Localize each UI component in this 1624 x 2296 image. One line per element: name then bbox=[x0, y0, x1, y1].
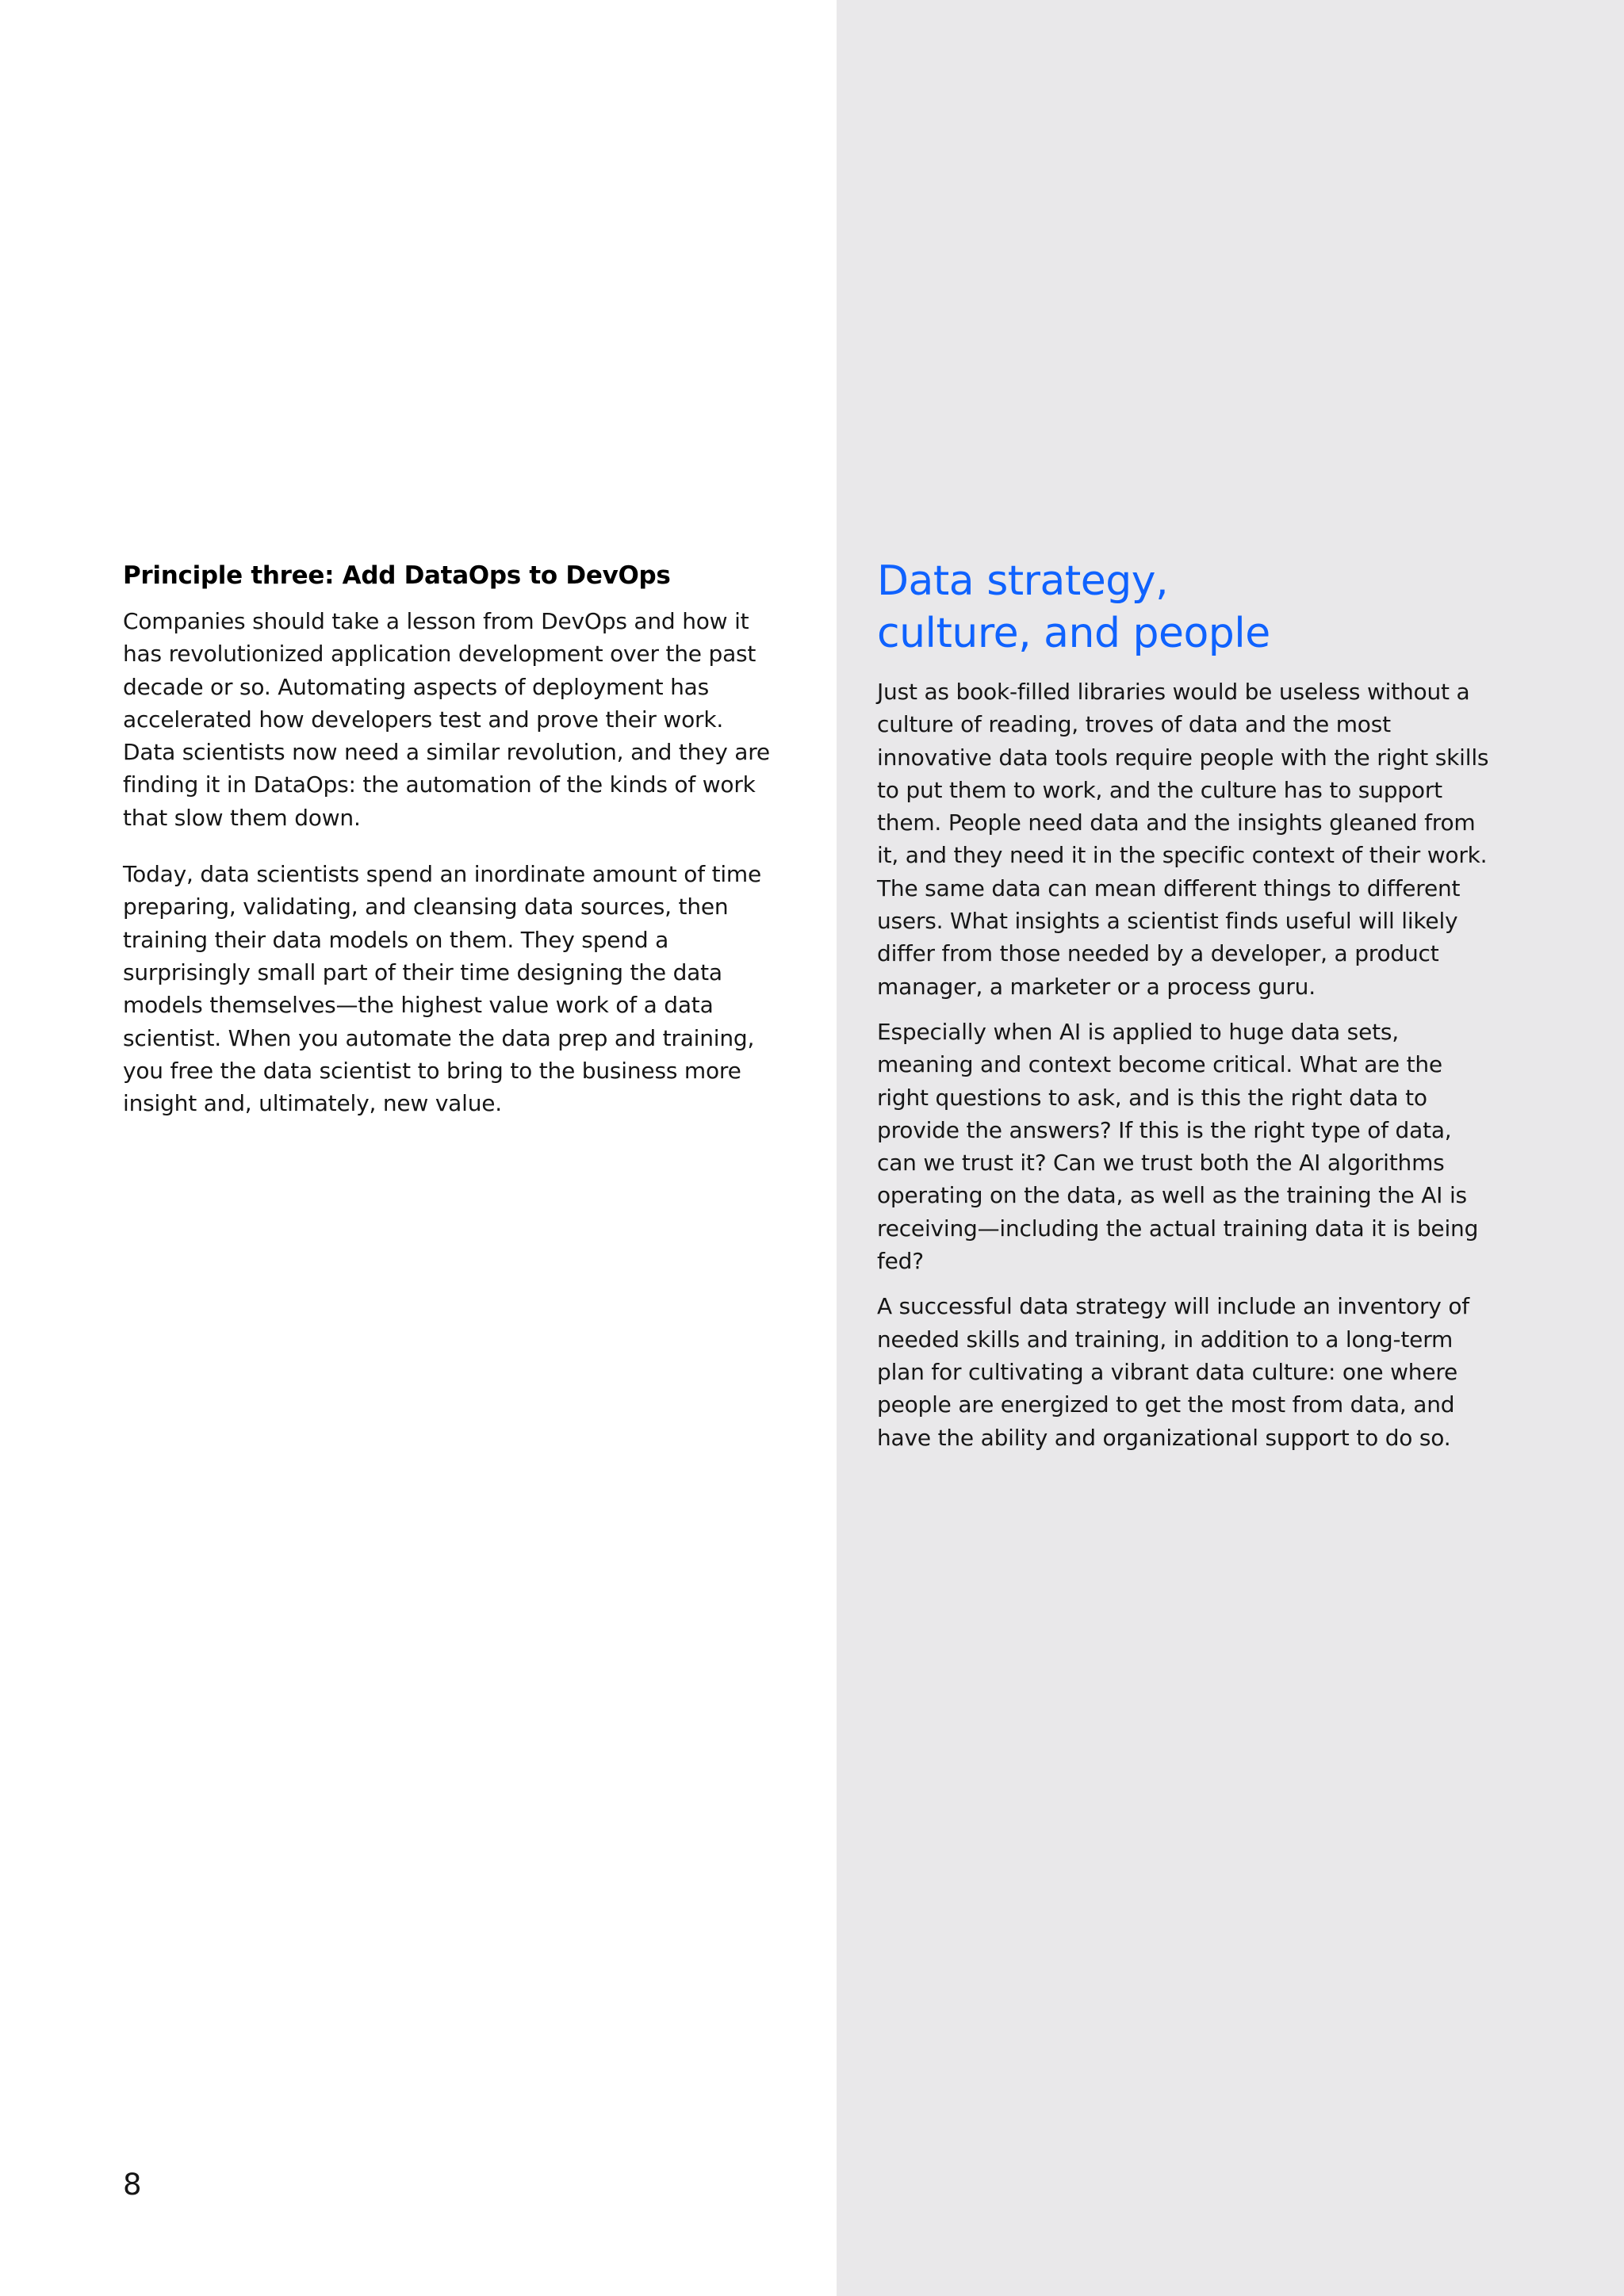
right-column bbox=[877, 555, 1496, 1454]
section-title-line-1: Data strategy, bbox=[877, 557, 1169, 605]
right-paragraph-2: Especially when AI is applied to huge data sets, meaning and context become critical. What are the right questions to ask, and is this the right data to provide the answers? If this is the right type of data, can we trust it? Can we trust both the AI algorithms operating on the data, as well as the training the AI is receiving—including the actual training data it is being fed? bbox=[877, 1018, 1479, 1275]
page-number: 8 bbox=[123, 2168, 142, 2202]
principle-heading: Principle three: Add DataOps to DevOps bbox=[123, 561, 671, 590]
left-paragraph-1: Companies should take a lesson from DevOps and how it has revolutionized application development over the past decade or so. Automating aspects of deployment has accelerated how developers test and prove their work. Data scientists now need a similar revolution, and they are finding it in DataOps: the automation of the kinds of work that slow them down. bbox=[123, 608, 770, 831]
left-paragraph-2: Today, data scientists spend an inordinate amount of time preparing, validating, and cleansing data sources, then training their data models on them. They spend a surprisingly small part of their time designing the data models themselves—the highest value work of a data scientist. When you automate the data prep and training, you free the data scientist to bring to the business more insight and, ultimately, new value. bbox=[123, 861, 762, 1117]
right-paragraph-3: A successful data strategy will include an inventory of needed skills and training, in addition to a long-term plan for cultivating a vibrant data culture: one where people are energized to get the most from data, and have the ability and organizational support to do so. bbox=[877, 1293, 1469, 1451]
right-paragraph-1: Just as book-filled libraries would be useless without a culture of reading, troves of data and the most innovative data tools require people with the right skills to put them to work, and the culture has to support them. People need data and the insights gleaned from it, and they need it in the specific context of their work. The same data can mean different things to different users. What insights a scientist finds useful will likely differ from those needed by a developer, a product manager, a marketer or a process guru. bbox=[877, 679, 1489, 1000]
section-title bbox=[877, 555, 1496, 660]
section-title-line-2: culture, and people bbox=[877, 610, 1270, 657]
left-column bbox=[123, 557, 773, 1119]
